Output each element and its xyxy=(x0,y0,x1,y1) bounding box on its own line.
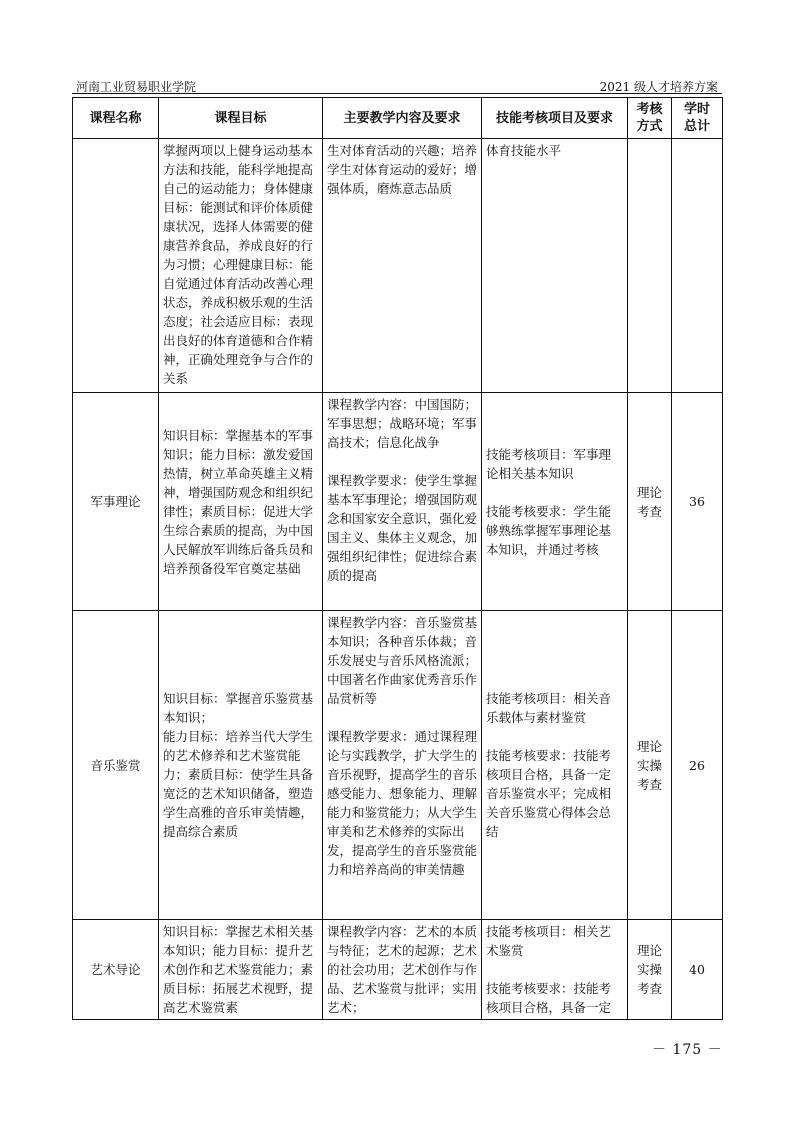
col-header-method: 考核 方式 xyxy=(628,98,672,139)
assessment-method-cell: 理论实操考查 xyxy=(628,920,672,1020)
skill-assessment-cell: 技能考核项目：军事理论相关基本知识 技能考核要求：学生能够熟练掌握军事理论基本知识，并通过考核 xyxy=(482,393,628,611)
col-header-hours: 学时 总计 xyxy=(672,98,723,139)
assessment-method-cell: 理论实操考查 xyxy=(628,611,672,920)
col-header-name: 课程名称 xyxy=(73,98,159,139)
skill-assessment-cell: 技能考核项目：相关艺术鉴赏 技能考核要求：技能考核项目合格，具备一定 xyxy=(482,920,628,1020)
header-rule xyxy=(72,93,722,94)
course-name-cell: 军事理论 xyxy=(73,393,159,611)
header-plan-title: 2021 级人才培养方案 xyxy=(599,80,718,94)
skill-assessment-cell: 体育技能水平 xyxy=(482,139,628,393)
total-hours-cell: 40 xyxy=(672,920,723,1020)
col-header-goal: 课程目标 xyxy=(159,98,323,139)
total-hours-cell: 36 xyxy=(672,393,723,611)
course-goal-cell: 知识目标：掌握基本的军事知识；能力目标：激发爱国热情，树立革命英雄主义精神，增强国防观念和组织纪律性；素质目标：促进大学生综合素质的提高，为中国人民解放军训练后备兵员和培养预备役军官奠定基础 xyxy=(159,393,323,611)
course-name-cell: 艺术导论 xyxy=(73,920,159,1020)
table-header-row xyxy=(73,98,723,139)
course-table xyxy=(72,97,723,1020)
header-school-name: 河南工业贸易职业学院 xyxy=(76,80,197,94)
col-header-skill: 技能考核项目及要求 xyxy=(482,98,628,139)
course-content-cell: 课程教学内容：中国国防；军事思想；战略环境；军事高技术；信息化战争 课程教学要求：使学生掌握基本军事理论；增强国防观念和国家安全意识，强化爱国主义、集体主义观念，加强组织纪律性；促进综合素质的提高 xyxy=(323,393,482,611)
course-goal-cell: 知识目标：掌握艺术相关基本知识；能力目标：提升艺术创作和艺术鉴赏能力；素质目标：拓展艺术视野，提高艺术鉴赏素 xyxy=(159,920,323,1020)
course-goal-cell: 知识目标：掌握音乐鉴赏基本知识； 能力目标：培养当代大学生的艺术修养和艺术鉴赏能力；素质目标：使学生具备宽泛的艺术知识储备，塑造学生高雅的音乐审美情趣，提高综合素质 xyxy=(159,611,323,920)
page-header xyxy=(72,74,722,94)
table-row xyxy=(73,139,723,393)
table-row xyxy=(73,920,723,1020)
course-content-cell: 课程教学内容：音乐鉴赏基本知识；各种音乐体裁；音乐发展史与音乐风格流派；中国著名作曲家优秀音乐作品赏析等 课程教学要求：通过课程理论与实践教学，扩大学生的音乐视野，提高学生的音乐感受能力、想象能力、理解能力和鉴赏能力；从大学生审美和艺术修养的实际出发，提高学生的音乐鉴赏能力和培养高尚的审美情趣 xyxy=(323,611,482,920)
assessment-method-cell xyxy=(628,139,672,393)
table-row xyxy=(73,611,723,920)
col-header-content: 主要教学内容及要求 xyxy=(323,98,482,139)
course-name-cell: 音乐鉴赏 xyxy=(73,611,159,920)
course-content-cell: 课程教学内容：艺术的本质与特征；艺术的起源；艺术的社会功用；艺术创作与作品、艺术鉴赏与批评；实用艺术； xyxy=(323,920,482,1020)
course-name-cell xyxy=(73,139,159,393)
total-hours-cell xyxy=(672,139,723,393)
total-hours-cell: 26 xyxy=(672,611,723,920)
course-content-cell: 生对体育活动的兴趣；培养学生对体育运动的爱好；增强体质，磨炼意志品质 xyxy=(323,139,482,393)
table-row xyxy=(73,393,723,611)
skill-assessment-cell: 技能考核项目：相关音乐载体与素材鉴赏 技能考核要求：技能考核项目合格，具备一定音乐鉴赏水平；完成相关音乐鉴赏心得体会总结 xyxy=(482,611,628,920)
assessment-method-cell: 理论考查 xyxy=(628,393,672,611)
page-number: － 175 － xyxy=(652,1042,723,1058)
course-goal-cell: 掌握两项以上健身运动基本方法和技能，能科学地提高自己的运动能力；身体健康目标：能测试和评价体质健康状况，选择人体需要的健康营养食品，养成良好的行为习惯；心理健康目标：能自觉通过体育活动改善心理状态，养成积极乐观的生活态度；社会适应目标：表现出良好的体育道德和合作精神，正确处理竞争与合作的关系 xyxy=(159,139,323,393)
